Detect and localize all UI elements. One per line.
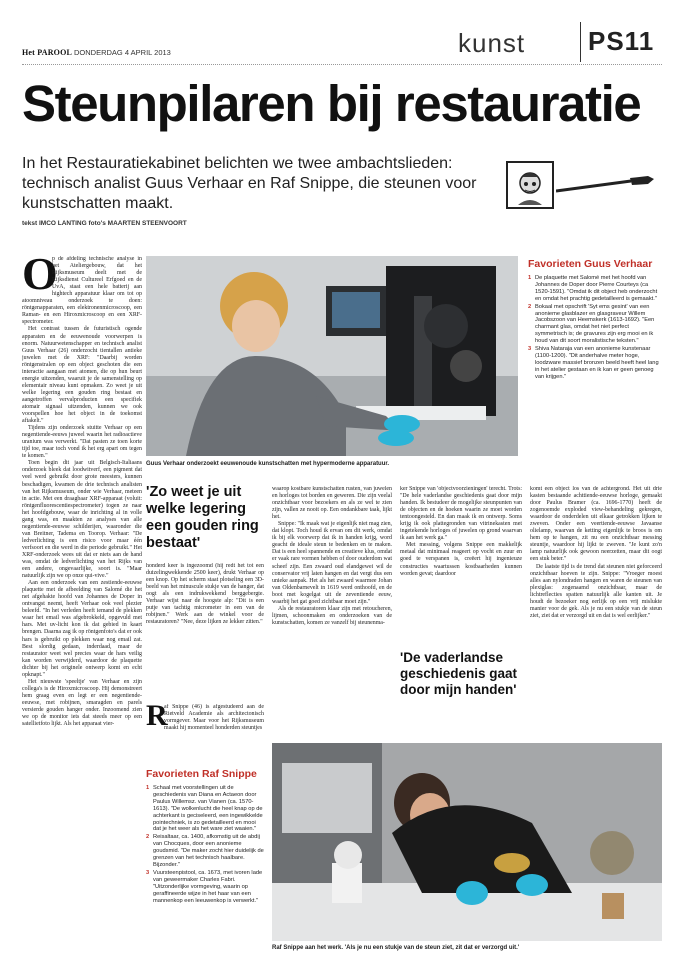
article-column-4 <box>400 486 522 618</box>
favorites-list-raf <box>146 785 264 905</box>
paper-logo: Het PAROOL <box>22 48 73 57</box>
paragraph: Met messing, volgens Snippe een makkelijk metaal dat minimaal reageert op vocht en zuur en goed te verspanen is, creëert hij ingenieuze constructies waartussen kostbaarheden kunnen worden gevat; daardoor <box>400 542 522 577</box>
photo-guus-verhaar <box>146 256 518 456</box>
paragraph: Als de restauratoren klaar zijn met retoucheren, lijmen, schoonmaken en onderzoeken van de kunstschatten, komen ze vanzelf bij steunenma- <box>272 605 392 626</box>
masthead <box>22 20 662 62</box>
intro-text: In het Restauratiekabinet belichten we twee ambachtslieden: technisch analist Guus Verhaar en Raf Snippe, die steunen voor kunstschatten maakt. <box>22 155 477 212</box>
item-number: 2 <box>528 303 532 310</box>
item-number: 2 <box>146 834 150 841</box>
issue-date: DONDERDAG 4 APRIL 2013 <box>74 48 171 57</box>
page-code: PS11 <box>588 26 655 56</box>
masthead-divider <box>580 22 581 62</box>
restoration-illustration-icon <box>506 161 554 209</box>
list-item <box>146 785 264 833</box>
paragraph: ker Snippe van 'objectvoorzieningen' terecht. Trots: "De hele vaderlandse geschiedenis gaat door mijn handen. Ik bestudeer de mogelijke steunpunten van de objecten en de hoeken waarin ze moet worden tentoongesteld. En dan maak ik en ontwerp. Soms krijg ik ook plattegronden van vitrinekasten met ingetekende horloges of juwelen op grond waarvan ik aan het werk ga." <box>400 486 522 542</box>
headline: Steunpilaren bij restauratie <box>22 75 641 132</box>
article-column-3 <box>272 486 392 736</box>
paragraph: komt een object los van de achtergrond. Het uit drie kasten bestaande achttiende-eeuwse horloge, gemaakt door Paulus Bramer (ca. 1696-1770) heeft de zogenoemde exploded view-behandeling gekregen, waardoor de onderdelen uit elkaar getrokken lijken te zweven. Onder een veertiende-eeuwse Javaanse olielamp, waarvan de ketting eigenlijk te broos is om hem op te hangen, zit nu een onzichtbaar messing steuntje, waardoor hij lijkt te zweven. "Je kunt zo'n lamp natuurlijk ook gewoon neerzetten, maar dit oogt een stuk beter." <box>530 486 662 563</box>
paragraph: Tijdens zijn onderzoek stuitte Verhaar op een negentiende-eeuws juweel waarin het radioactieve uranium was verwerkt. "Dat pasten ze toen korte tijd toe, maar toch vond ik het erg apart om tegen te komen." <box>22 425 142 460</box>
list-item <box>528 304 662 345</box>
item-text: Reisaltaar, ca. 1400, afkomstig uit de abdij van Chocques, door een anonieme goudsmid. "De maker zocht hier duidelijk de grenzen van het technisch haalbare. Bijzonder." <box>153 834 264 868</box>
paragraph: p de afdeling technische analyse in het Ateliergebouw, dat het Rijksmuseum deelt met de Rijksdienst Cultureel Erfgoed en de UvA, staat een hele batterij aan hightech apparatuur klaar om tot op atoomniveau onderzoek te doen: röntgenapparaten, een elektronenmicroscoop, een Raman- en een Hiroxmicroscoop en een XRF-spectrometer. <box>22 256 142 326</box>
dropcap-r: R <box>146 699 168 732</box>
item-number: 1 <box>146 785 150 791</box>
paragraph: De laatste tijd is de trend dat steunen niet geforceerd onzichtbaar hoeven te zijn. Snippe: "Vroeger moest alles aan nylondraden hangen en waren de steunen van plexiglas: zogenaamd onzichtbaar, maar de lichtreflecties spatten natuurlijk alle kanten uit. Je houdt de bezoeker nog eerlijk op een vrij mislukte manier voor de gek. Als je nu een stukje van de steun ziet, ziet dat er verzorgd uit en dat is wel eerlijker." <box>530 563 662 619</box>
sidebar-title-guus: Favorieten Guus Verhaar <box>528 258 653 270</box>
masthead-rule <box>22 64 662 65</box>
dropcap-o: O <box>22 248 58 299</box>
byline: tekst IMCO LANTING foto's MAARTEN STEENVOORT <box>22 220 187 227</box>
item-number: 3 <box>146 869 150 876</box>
list-item <box>528 346 662 381</box>
pull-quote-1: 'Zo weet je uit welke legering een gouden ring bestaat' <box>146 484 259 551</box>
item-number: 3 <box>528 346 532 353</box>
paragraph: Het contrast tussen de futuristisch ogende apparaten en de eeuwenoude voorwerpen is enorm. Natuurwetenschapper en technisch analist Guus Verhaar (26) onderzocht tientallen antieke juwelen met de XRF: "Daarbij worden röntgenstralen op een object geschoten die een interactie aangaan met atomen, die op hun beurt energie uitzenden, waaruit je de samenstelling op elementair niveau kunt opmaken. Zo weet je uit welke legering een gouden ring bestaat en aangetroffen vervalproducten een specifiek atomair signaal uitzenden, kunnen we ook voorspellen hoe het object in de toekomst aftakelt." <box>22 326 142 425</box>
item-text: De plaquette met Salomé met het hoofd van Johannes de Doper door Pierre Courteys (ca 1520-1591). "Omdat ik dit object heb onderzocht en omdat het prachtig gedetailleerd is gemaakt." <box>535 275 658 302</box>
paragraph: honderd keer is ingezoomd (hij redt het tot een duizelingwekkende 2500 keer), drukt Verhaar op een knop. Op het scherm staat plotseling een 3D-beeld van het minuscule stukje van de hanger, dat oogt als een indrukwekkend berggebergte. Verhaar wijst naar de hoogste alp: "Dit is een putje van tachtig micrometer in een van de robijnen." Werk aan de winkel voor de restauratoren? "Nee, deze lijken ze lekker zitten." <box>146 563 264 626</box>
pull-quote-2: 'De vaderlandse geschiedenis gaat door mijn handen' <box>400 650 518 697</box>
paragraph: Het nieuwste 'speeltje' van Verhaar en zijn collega's is de Hiroxmicroscoop. Hij demonstreert hem graag even en legt er een negentiende-eeuwse, met robijnen, smaragden en parels versierde gouden hanger onder. Inzoomend zien we op de monitor iets dat steeds meer op een satellietfoto lijkt. Als het apparaat vier- <box>22 678 142 728</box>
paragraph: waarop kostbare kunstschatten rusten, van juwelen en horloges tot borden en geweren. Die zijn veelal onzichtbaar voor bezoekers en als ze wel te zien zijn, vallen ze nooit op. Een ondankbare taak, lijkt het. <box>272 486 392 521</box>
article-column-1 <box>22 248 142 956</box>
item-text: Bokaal met opschrift 'Syt ems gesint' van een anonieme glasblazer en glasgraveur Willem Jacobszoon van Heemskerk (1613-1692). "Een charmant glas, omdat het niet perfect symmetrisch is; de gravures zijn erg mooi en ik houd van dit soort moralistische teksten." <box>535 303 655 345</box>
article-column-5 <box>530 486 662 738</box>
photo-caption-1: Guus Verhaar onderzoekt eeuwenoude kunstschatten met hypermoderne apparatuur. <box>146 461 390 467</box>
list-item <box>146 834 264 869</box>
paragraph: Toen begin dit jaar uit Belgisch-Italiaans onderzoek bleek dat loodwitverf, een pigment dat veel werd gebruikt door grote meesters, kunnen beschadigen, kwamen de drie technisch analisten van het Rijksmuseum, onder wie Verhaar, meteen in actie. Met een draagbaar XRF-apparaat (voluit: röntgenfluorescentiespectrometer) togen ze naar het hoofdgebouw, waar de inrichting al in volle gang was, en maakten ze analyses van alle negentiende-eeuwse schilderijen, waaronder die van Breitner, Tadema en Toorop. Verhaar: "De ledverlichting is een risico voor maar één verfsoort en die werd in die periode gebruikt." Het XRF-onderzoek wees uit dat er niets aan de hand was, omdat de ledverlichting van het Rijks van een andere, ongevaarlijke, soort is. "Maar natuurlijk zijn we op onze qui-vive." <box>22 460 142 580</box>
photo-raf-snippe <box>272 743 662 941</box>
list-item <box>146 870 264 905</box>
paragraph: Aan een onderzoek van een zestiende-eeuwse plaquette met de afbeelding van Salomé die het net afgehakte hoofd van Johannes de Doper in ontvangst neemt, heeft Verhaar ook veel plezier beleefd. "In het verleden heeft iemand de plekken waar het email was afgebrokkeld, opgevuld met hars. Met uv-licht kon ik dat gebied in kaart brengen. Daarna zag ik op röntgenfoto's dat er ook hars is gebruikt op plekken waar nog email zat. Best slordig gedaan, inderdaad, maar de restaurator weet wel precies waar de hars veilig kan worden verwijderd, waardoor de plaquette dichter bij het originele ontwerp komt en echt opknapt." <box>22 580 142 678</box>
item-text: Schaal met voorstellingen uit de geschiedenis van Diana en Actaeon door Paulus Willemsz. van Vianen (ca. 1570-1613). "De wolkenlucht die heel knap op de achterkant is geciseleerd, een ingewikkelde pointechniek, is zo gedetailleerd en mooi dat je het weer als het ware ziet waaien." <box>153 785 263 833</box>
section-title: kunst <box>458 28 526 58</box>
item-text: Shiva Nataraja van een anonieme kunstenaar (1100-1200). "Dit anderhalve meter hoge, loodzware massief bronzen beeld heeft heel lang in het atelier gestaan en ik kan er geen genoeg van krijgen." <box>535 346 659 380</box>
paragraph: af Snippe (46) is afgestudeerd aan de Rietveld Academie als architectonisch vormgever. Maar voor het Rijksmuseum maakt hij momenteel honderden steuntjes <box>164 704 264 732</box>
sidebar-title-raf: Favorieten Raf Snippe <box>146 768 257 780</box>
list-item <box>528 275 662 303</box>
favorites-list-guus <box>528 275 662 382</box>
brush-icon <box>556 176 656 196</box>
photo-caption-2: Raf Snippe aan het werk. 'Als je nu een stukje van de steun ziet, zit dat er verzorgd uit.' <box>272 945 520 951</box>
item-text: Vuursteenpistool, ca. 1673, met ivoren lade van geweermaker Charles Fabri. "Uitzonderlijke vormgeving, waarin op geraffineerde wijze in het haar van een mannenkop een leeuwenkop is verwerkt." <box>153 869 263 904</box>
article-column-2b <box>146 699 264 746</box>
paragraph: Snippe: "Ik maak wat je eigenlijk niet mag zien, dat klopt. Toch houd ik ervan om dit werk, omdat ik bij elk voorwerp dat ik in handen krijg, word geacht de ideale steun te bedenken en te maken. Dat is een heel spannende en creatieve klus, omdat er vaak rare vormen hebben of door ouderdom wat scheef zijn. Een zwaard oud elandgewei wil de conservator vrij laten hangen en dat vergt dus een unieke aanpak. Het als het zwaard waarmee Johan van Oldenbarnevelt in 1619 werd onthoofd, en de boot met kogelgat uit de zeventiende eeuw, waarbij het gat goed zichtbaar moet zijn." <box>272 521 392 605</box>
item-number: 1 <box>528 275 532 281</box>
